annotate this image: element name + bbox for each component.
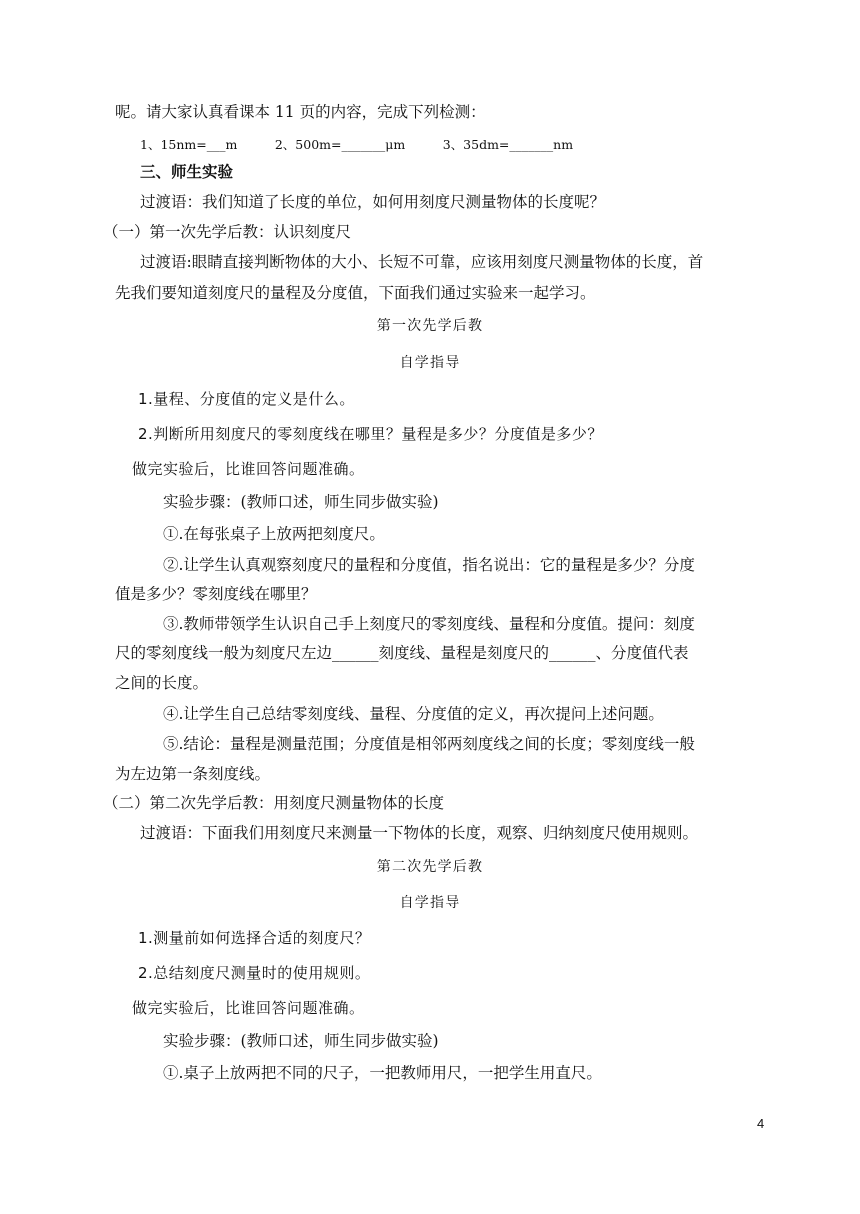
exercise-line: 1、15nm=___m 2、500m=_______μm 3、35dm=_______nm	[140, 137, 574, 152]
paragraph-line: 过渡语:眼睛直接判断物体的大小、长短不可靠，应该用刻度尺测量物体的长度，首	[140, 253, 704, 271]
guide-item: 2.判断所用刻度尺的零刻度线在哪里？量程是多少？分度值是多少？	[138, 425, 603, 443]
guide-item: 2.总结刻度尺测量时的使用规则。	[138, 964, 371, 982]
step-line: ①.在每张桌子上放两把刻度尺。	[163, 525, 385, 543]
step-line: ①.桌子上放两把不同的尺子，一把教师用尺，一把学生用直尺。	[163, 1064, 602, 1082]
block-title: 第二次先学后教	[376, 859, 484, 875]
block-subtitle: 自学指导	[399, 895, 461, 911]
step-line: 为左边第一条刻度线。	[115, 765, 271, 783]
block-subtitle: 自学指导	[399, 355, 461, 371]
step-line: 尺的零刻度线一般为刻度尺左边______刻度线、量程是刻度尺的______、分度值代表	[115, 644, 689, 662]
step-line: ③.教师带领学生认识自己手上刻度尺的零刻度线、量程和分度值。提问：刻度	[163, 615, 695, 633]
step-line: ④.让学生自己总结零刻度线、量程、分度值的定义，再次提问上述问题。	[163, 705, 664, 723]
paragraph-line: 过渡语：下面我们用刻度尺来测量一下物体的长度，观察、归纳刻度尺使用规则。	[140, 824, 699, 842]
block-title: 第一次先学后教	[376, 318, 484, 334]
step-line: 值是多少？零刻度线在哪里？	[115, 585, 317, 603]
step-line: 之间的长度。	[115, 674, 209, 692]
section-heading: 三、师生实验	[140, 162, 234, 181]
steps-heading: 实验步骤：(教师口述，师生同步做实验)	[163, 493, 439, 511]
guide-item: 1.测量前如何选择合适的刻度尺？	[138, 929, 371, 947]
steps-heading: 实验步骤：(教师口述，师生同步做实验)	[163, 1032, 439, 1050]
guide-item: 1.量程、分度值的定义是什么。	[138, 390, 355, 408]
paragraph-line: 过渡语：我们知道了长度的单位，如何用刻度尺测量物体的长度呢？	[140, 193, 606, 211]
paragraph-line: 先我们要知道刻度尺的量程及分度值，下面我们通过实验来一起学习。	[115, 284, 596, 302]
step-line: ⑤.结论：量程是测量范围；分度值是相邻两刻度线之间的长度；零刻度线一般	[163, 735, 695, 753]
guide-note: 做完实验后，比谁回答问题准确。	[132, 999, 365, 1017]
guide-note: 做完实验后，比谁回答问题准确。	[132, 460, 365, 478]
page-number: 4	[757, 1116, 765, 1131]
subsection-heading: （一）第一次先学后教：认识刻度尺	[103, 223, 352, 241]
step-line: ②.让学生认真观察刻度尺的量程和分度值，指名说出：它的量程是多少？分度	[163, 556, 695, 574]
paragraph-line: 呢。请大家认真看课本 11 页的内容，完成下列检测：	[115, 103, 486, 121]
subsection-heading: （二）第二次先学后教：用刻度尺测量物体的长度	[103, 794, 445, 812]
